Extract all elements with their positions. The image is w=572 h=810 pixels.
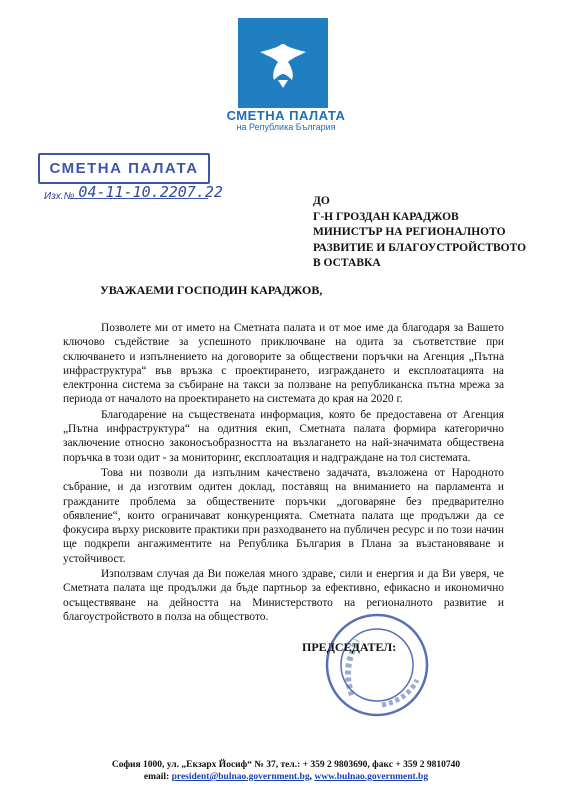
- registry-number: [44, 185, 223, 203]
- org-name: СМЕТНА ПАЛАТА: [226, 108, 346, 123]
- signer-title: ПРЕДСЕДАТЕЛ:: [302, 640, 397, 654]
- logo-emblem: [238, 18, 328, 108]
- salutation: УВАЖАЕМИ ГОСПОДИН КАРАДЖОВ,: [100, 283, 323, 297]
- registry-label: Изх.№: [44, 191, 75, 202]
- addressee-line: МИНИСТЪР НА РЕГИОНАЛНОТО: [313, 226, 506, 238]
- eagle-emblem-icon: [238, 18, 328, 108]
- registry-underline: [70, 198, 208, 199]
- website-link[interactable]: www.bulnao.government.bg: [314, 772, 429, 782]
- addressee-block: [313, 194, 526, 272]
- footer-contacts: [0, 772, 572, 782]
- addressee-line: РАЗВИТИЕ И БЛАГОУСТРОЙСТВОТО: [313, 241, 527, 254]
- registry-value: 04-11-10.2207.22: [78, 183, 223, 201]
- addressee-line: В ОСТАВКА: [313, 257, 381, 269]
- addressee-line: ДО: [313, 195, 330, 207]
- official-seal-icon: [322, 610, 432, 720]
- paragraph: Благодарение на съществената информация, която бе предоставена от Агенция „Пътна инфраструктура“ на одитния екип, Сметната палата формира категорично заключение относно законосъобразността на възлагането на най-значимата обществена поръчка в този одит - за мониторинг, експлоатация и надграждане на тол системата.: [63, 408, 504, 464]
- footer-separator: ,: [309, 772, 312, 782]
- addressee-line: Г-Н ГРОЗДАН КАРАДЖОВ: [313, 210, 459, 223]
- registry-stamp: СМЕТНА ПАЛАТА: [38, 153, 210, 184]
- paragraph: Позволете ми от името на Сметната палата и от мое име да благодаря за Вашето ключово съдействие за успешното приключване на одита за съответствие при сключването и изпълнението на договорите за обществени поръчки на Агенция „Пътна инфраструктура“ във връзка с проектирането, изграждането и експлоатацията на електронна система за събиране на такси за ползване на републиканска пътна мрежа за периода от началото на проектирането на системата до края на 2020 г.: [63, 322, 504, 406]
- footer-address: София 1000, ул. „Екзарх Йосиф“ № 37, тел.: + 359 2 9803690, факс + 359 2 9810740: [111, 760, 461, 770]
- org-subtitle: на Република България: [236, 122, 336, 132]
- email-link[interactable]: president@bulnao.government.bg: [171, 772, 310, 782]
- paragraph: Това ни позволи да изпълним качествено задачата, възложена от Народното събрание, и да изготвим одитен доклад, поставящ на вниманието на парламента и гражданите проблема за обществените поръчки „договаряне без предварително обявление“, които ограничават конкуренцията. Сметната палата ще продължи да се фокусира върху рисковите практики при разходването на публичен ресурс и по този начин ще подкрепи ангажиментите на Република България в Плана за възстановяване и устойчивост.: [63, 466, 504, 565]
- paragraph: Използвам случая да Ви пожелая много здраве, сили и енергия и да Ви уверя, че Сметната палата ще продължи да бъде партньор за ефективно, ефикасно и икономично осъществяване на дейността на Министерството на регионалното развитие и благоустройството в полза на обществото.: [63, 568, 504, 623]
- letter-body: [63, 321, 504, 625]
- email-label: email:: [143, 772, 170, 782]
